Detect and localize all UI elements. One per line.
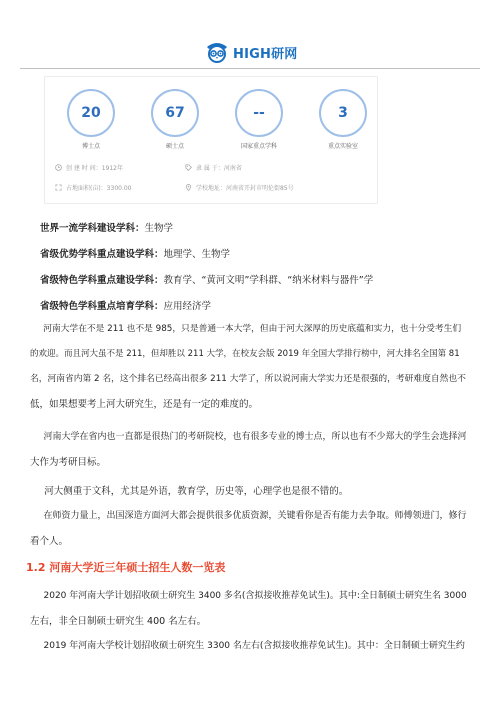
paragraph-2019-enrollment <box>30 634 470 659</box>
text-line: 左右，非全日制硕士研究生 400 名左右。 <box>30 616 207 627</box>
stat-value: 20 <box>81 105 101 121</box>
header-divider <box>20 68 480 69</box>
text-line: 2019 年河南大学校计划招收硕士研究生 3300 名左右(含拟接收推荐免试生)。其中：全日制硕士研究生约 <box>43 641 465 651</box>
paragraph-faculty <box>30 504 470 554</box>
subject-label: 省级特色学科重点建设学科： <box>40 275 164 286</box>
text-line: 看个人。 <box>30 536 69 547</box>
info-founded-text: 创 建 时 间：1912年 <box>66 165 123 172</box>
location-pin-icon <box>185 184 192 191</box>
text-line: 名，河南省内第 2 名，这个排名已经高出很多 211 大学了，所以说河南大学实力还是很强的，考研难度自然也不 <box>30 374 466 384</box>
subject-value: 生物学 <box>144 223 174 234</box>
info-address-text: 学校地址：河南省开封市明伦街85号 <box>196 185 294 192</box>
subject-world-class <box>40 220 173 234</box>
stat-label: 博士点 <box>81 143 100 150</box>
stat-national-key-subjects <box>231 89 287 150</box>
stat-label: 国家重点学科 <box>240 143 277 150</box>
text-line: 低，如果想要考上河大研究生，还是有一定的难度的。 <box>30 399 259 410</box>
stat-label: 硕士点 <box>165 143 184 150</box>
subject-label: 世界一流学科建设学科： <box>40 223 145 234</box>
stat-ring <box>151 89 199 137</box>
subject-provincial-advantage <box>40 246 230 260</box>
paragraph-popularity <box>30 425 470 475</box>
subject-value: 地理学、生物学 <box>163 249 231 260</box>
text-line: 在师资力量上，出国深造方面河大都会提供很多优质资源，关键看你是否有能力去争取。师傅领进门，修行 <box>43 511 467 521</box>
paragraph-strengths <box>30 479 470 504</box>
section-heading: 1.2 河南大学近三年硕士招生人数一览表 <box>26 561 226 574</box>
owl-logo-icon <box>204 41 230 63</box>
stat-ring <box>319 89 367 137</box>
text-line: 河南大学在不是 211 也不是 985，只是普通一本大学，但由于河大深厚的历史底蕴和实力，也十分受考生们 <box>43 324 462 334</box>
logo-text: HIGH研网 <box>233 46 298 62</box>
info-belongs-text: 隶 属 于：河南省 <box>196 165 242 172</box>
text-line: 河大侧重于文科，尤其是外语，教育学，历史等，心理学也是很不错的。 <box>44 486 349 497</box>
stat-ring <box>67 89 115 137</box>
info-area <box>55 183 132 192</box>
subject-label: 省级优势学科重点建设学科： <box>40 249 164 260</box>
stat-label: 重点实验室 <box>327 143 358 150</box>
area-icon <box>55 184 62 191</box>
subject-value: 应用经济学 <box>163 301 212 312</box>
text-line: 大作为考研目标。 <box>30 457 107 468</box>
stat-value: 67 <box>165 105 185 121</box>
text-line: 的欢迎。而且河大虽不是 211，但却胜以 211 大学，在校友会版 2019 年全国大学排行榜中，河大排名全国第 81 <box>30 349 460 359</box>
stat-doctoral-points <box>63 89 119 150</box>
stat-value: 3 <box>338 105 348 121</box>
subject-value: 教育学、“黄河文明”学科群、“纳米材料与器件”学 <box>163 275 374 286</box>
text-line: 2020 年河南大学计划招收硕士研究生 3400 多名(含拟接收推荐免试生)。其中:全日制硕士研究生名 3000 <box>43 591 467 601</box>
stat-master-points <box>147 89 203 150</box>
clock-icon <box>55 164 62 171</box>
stat-key-labs <box>315 89 371 150</box>
university-stats-card <box>44 76 378 204</box>
info-area-text: 占地面积(亩)：3300.00 <box>66 185 132 192</box>
subject-provincial-characteristic <box>40 272 373 286</box>
info-belongs <box>185 163 242 172</box>
tag-icon <box>185 164 192 171</box>
paragraph-overview <box>30 317 470 417</box>
text-line: 河南大学在省内也一直都是很热门的考研院校，也有很多专业的博士点，所以也有不少郑大的学生会选择河 <box>43 432 467 442</box>
logo[interactable] <box>204 40 297 64</box>
subject-label: 省级特色学科重点培育学科： <box>40 301 164 312</box>
info-founded <box>55 163 123 172</box>
subject-provincial-cultivation <box>40 298 211 312</box>
paragraph-2020-enrollment <box>30 584 470 634</box>
stat-value: -- <box>253 105 265 121</box>
stat-ring <box>235 89 283 137</box>
page-header <box>0 0 500 68</box>
info-address <box>185 183 294 192</box>
